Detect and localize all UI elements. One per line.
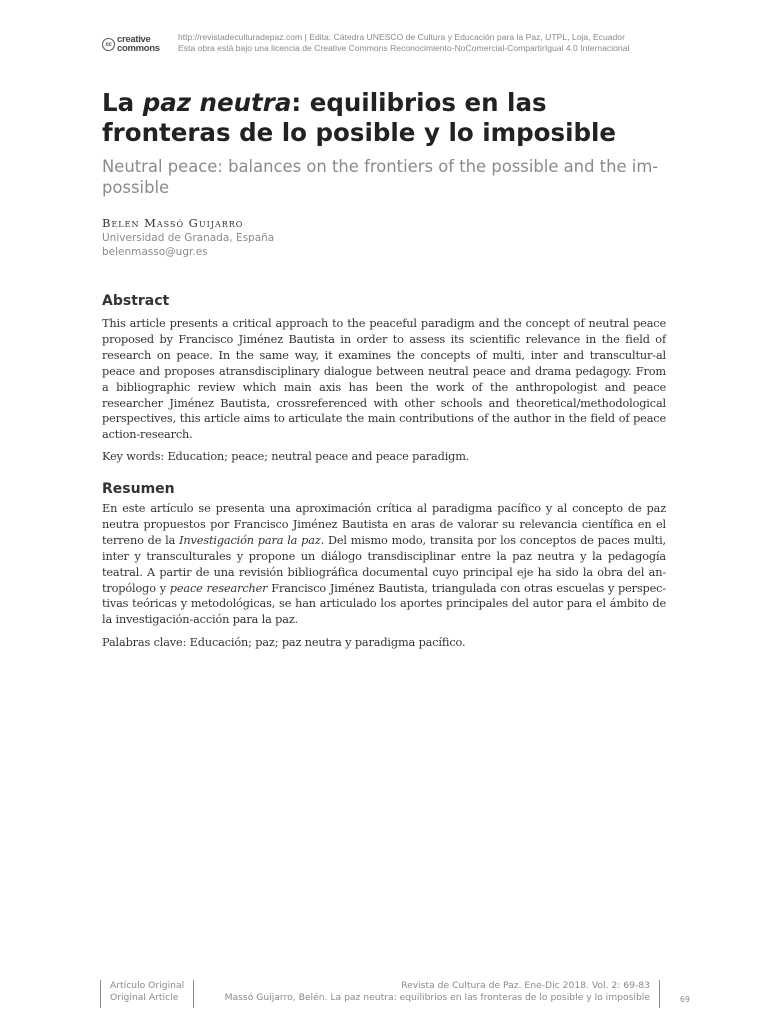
article-type-en: Original Article [110, 992, 179, 1003]
title-part2: : equilibrios en las fronteras de lo posible y lo imposible [102, 88, 617, 147]
header-info-line2: Esta obra está bajo una licencia de Creative Commons Reconocimiento-NoComercial-CompartirIgual 4.0 Internacional [178, 43, 630, 53]
article-title [102, 88, 672, 148]
resumen-text [102, 501, 666, 628]
resumen-heading: Resumen [102, 481, 175, 497]
article-subtitle: Neutral peace: balances on the frontiers of the possible and the im-possible [102, 157, 659, 197]
author-name: Belen Massó Guijarro [102, 216, 244, 230]
article-type-es: Artículo Original [110, 980, 185, 991]
title-part1: La [102, 88, 143, 117]
header-info [178, 32, 666, 54]
resumen-text-c: Francisco Jiménez Bautista, triangulada con otras escuelas y perspec-tivas teóricas y metodológicas, se han articulado los aportes principales del autor para el ámbito de la investigación-acción para la paz. [102, 581, 666, 627]
footer-divider [193, 980, 194, 1008]
abstract-heading: Abstract [102, 293, 170, 309]
resumen-keywords: Palabras clave: Educación; paz; paz neutra y paradigma pacífico. [102, 636, 466, 649]
resumen-italic-2: peace researcher [169, 581, 268, 595]
page-header [102, 30, 666, 56]
page-footer [100, 980, 692, 1010]
abstract-text: This article presents a critical approach to the peaceful paradigm and the concept of neutral peace proposed by Francisco Jiménez Bautista in order to assess its scientific relevance in the field of research on peace. In the same way, it examines the concepts of multi, inter and transcultur-al peace and proposes atransdisciplinary dialogue between neutral peace and drama pedagogy. From a bibliographic review which main axis has been the work of the anthropologist and peace researcher Jiménez Bautista, crossreferenced with other schools and theoretical/methodological perspectives, this article aims to articulate the main contributions of the author in the field of peace action-research. [102, 317, 666, 442]
resumen-text-b: . Del mismo modo, transita por los conceptos de paces multi, inter y transculturales y propone un diálogo transdisciplinar entre la paz neutra y la pedagogía teatral. A partir de una revisión bibliográfica documental cuyo principal eje ha sido la obra del an-tropólogo y [102, 533, 666, 595]
resumen-text-a: En este artículo se presenta una aproximación crítica al paradigma pacífico y al concepto de paz neutra propuestos por Francisco Jiménez Bautista en aras de valorar su relevancia científica en el terreno de la [102, 502, 666, 547]
author-email[interactable]: belenmasso@ugr.es [102, 246, 208, 258]
author-affiliation: Universidad de Granada, España [102, 232, 275, 244]
cc-logo-text-line2: commons [117, 42, 160, 54]
article-type [100, 980, 184, 1008]
footer-journal: Revista de Cultura de Paz. Ene-Dic 2018. Vol. 2: 69-83 [401, 980, 650, 991]
author-block [102, 215, 502, 259]
header-info-line1: http://revistadeculturadepaz.com | Edita: Cátedra UNESCO de Cultura y Educación para la Paz, UTPL, Loja, Ecuador [178, 32, 625, 42]
page-number: 69 [679, 995, 690, 1004]
creative-commons-logo[interactable] [102, 36, 160, 53]
title-italic: paz neutra [142, 88, 292, 117]
cc-logo-text [117, 36, 160, 53]
footer-citation-text: Massó Guijarro, Belén. La paz neutra: equilibrios en las fronteras de lo posible y lo imposible [224, 992, 650, 1003]
resumen-italic-1: Investigación para la paz [179, 533, 321, 547]
footer-citation [225, 980, 660, 1008]
cc-icon: cc [102, 38, 115, 51]
cc-logo-text-line1: creative [117, 34, 151, 45]
abstract-keywords: Key words: Education; peace; neutral peace and peace paradigm. [102, 450, 470, 463]
